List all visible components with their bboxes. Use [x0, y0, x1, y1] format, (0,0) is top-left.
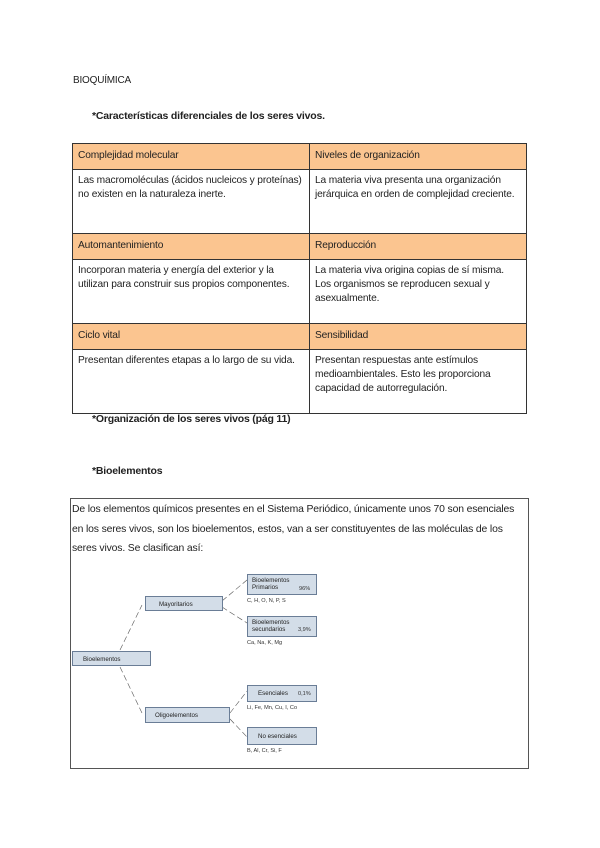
- node-label: Bioelementos: [83, 656, 121, 663]
- table-cell: Presentan respuestas ante estímulos medioambientales. Esto les proporciona capacidad de autorregulación.: [310, 350, 527, 414]
- node-no-esenciales: [247, 727, 317, 745]
- node-label: Primarios: [252, 584, 279, 591]
- connector-line: [230, 691, 247, 713]
- table-row: [73, 260, 527, 324]
- document-title: BIOQUÍMICA: [73, 75, 132, 86]
- table-row: [73, 350, 527, 414]
- node-label: Bioelementos: [252, 619, 290, 626]
- element-list: Ca, Na, K, Mg: [247, 640, 283, 646]
- table-header-row: [73, 234, 527, 260]
- table-cell: Incorporan materia y energía del exterior y la utilizan para construir sus propios componentes.: [73, 260, 310, 324]
- table-header-row: [73, 144, 527, 170]
- node-oligoelementos: [145, 707, 230, 723]
- heading-organizacion: *Organización de los seres vivos (pág 11): [92, 413, 291, 425]
- table-cell: La materia viva presenta una organización jerárquica en orden de complejidad creciente.: [310, 170, 527, 234]
- node-label: Esenciales: [258, 690, 288, 697]
- table-row: [73, 170, 527, 234]
- table-cell: Las macromoléculas (ácidos nucleicos y proteínas) no existen en la naturaleza inerte.: [73, 170, 310, 234]
- node-label: Mayoritarios: [159, 601, 193, 608]
- table-header-row: [73, 324, 527, 350]
- table-header-cell: Complejidad molecular: [73, 144, 310, 170]
- table-header-cell: Reproducción: [310, 234, 527, 260]
- bioelementos-diagram: [72, 555, 527, 767]
- node-label: Bioelementos: [252, 577, 290, 584]
- node-bioelementos: [72, 651, 151, 666]
- connector-line: [120, 667, 142, 713]
- percentage-label: 3,9%: [298, 627, 311, 633]
- element-list: C, H, O, N, P, S: [247, 598, 286, 604]
- percentage-label: 96%: [299, 586, 311, 592]
- connector-line: [120, 605, 142, 650]
- percentage-label: 0,1%: [298, 691, 311, 697]
- characteristics-table: [72, 143, 527, 414]
- node-label: No esenciales: [258, 733, 297, 740]
- heading-caracteristicas: *Características diferenciales de los seres vivos.: [92, 110, 325, 122]
- table-header-cell: Automantenimiento: [73, 234, 310, 260]
- node-label: Oligoelementos: [155, 712, 198, 719]
- node-label: secundarios: [252, 626, 286, 633]
- table-header-cell: Sensibilidad: [310, 324, 527, 350]
- connector-line: [222, 607, 247, 623]
- connector-line: [222, 580, 247, 601]
- table-header-cell: Ciclo vital: [73, 324, 310, 350]
- connector-line: [230, 719, 247, 737]
- bioelementos-paragraph: De los elementos químicos presentes en el Sistema Periódico, únicamente unos 70 son esenciales en los seres vivos, son los bioelementos, estos, van a ser constituyentes de las moléculas de los seres vivos. Se clasifican así:: [72, 504, 515, 554]
- element-list: B, Al, Cr, Si, F: [247, 748, 282, 754]
- node-mayoritarios: [145, 596, 223, 611]
- table-cell: Presentan diferentes etapas a lo largo de su vida.: [73, 350, 310, 414]
- table-cell: La materia viva origina copias de sí misma. Los organismos se reproducen sexual y asexualmente.: [310, 260, 527, 324]
- element-list: Li, Fe, Mn, Cu, I, Co: [247, 705, 298, 711]
- table-header-cell: Niveles de organización: [310, 144, 527, 170]
- heading-bioelementos: *Bioelementos: [92, 465, 163, 477]
